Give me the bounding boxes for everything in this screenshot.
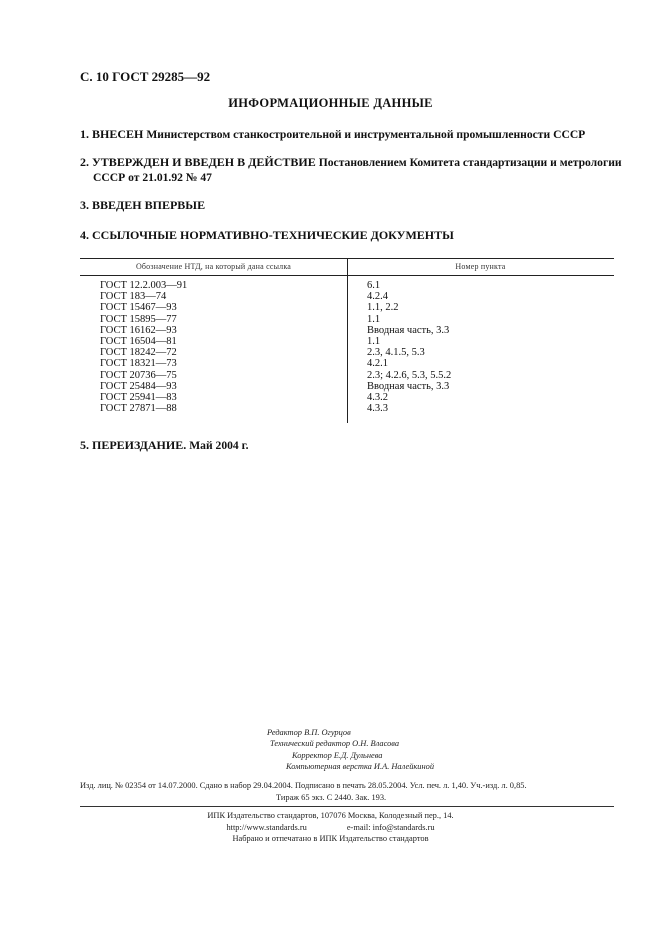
clause-number-cell: 2.3, 4.1.5, 5.3	[367, 347, 425, 359]
tech-editor-line: Технический редактор О.Н. Власова	[270, 739, 400, 749]
publisher-contacts	[0, 822, 661, 834]
corrector-line: Корректор Е.Д. Дульнева	[292, 750, 383, 760]
document-title: ИНФОРМАЦИОННЫЕ ДАННЫЕ	[228, 96, 433, 110]
ntd-designation-cell: ГОСТ 183—74	[100, 291, 167, 303]
page-header: С. 10 ГОСТ 29285—92	[80, 69, 211, 84]
clause-number-cell: 2.3; 4.2.6, 5.3, 5.5.2	[367, 369, 452, 381]
ntd-designation-cell: ГОСТ 16162—93	[100, 324, 177, 336]
publishing-line-2: Тираж 65 экз. С 2440. Зак. 193.	[276, 793, 387, 802]
publisher-address: ИПК Издательство стандартов, 107076 Москва, Колодезный пер., 14.	[207, 811, 454, 820]
table-row	[80, 325, 614, 336]
table-row	[80, 370, 614, 381]
section-5	[80, 438, 248, 453]
layout-line: Компьютерная верстка И.А. Налейкиной	[286, 761, 435, 771]
section-text: Постановлением Комитета стандартизации и метрологии	[318, 156, 622, 169]
publisher-email-link[interactable]: e-mail: info@standards.ru	[346, 822, 435, 832]
ntd-designation-cell: ГОСТ 27871—88	[100, 403, 177, 415]
section-text: Май 2004 г.	[189, 439, 249, 452]
clause-number-cell: 1.1	[367, 335, 381, 347]
table-row	[80, 336, 614, 347]
section-number: 2.	[80, 155, 89, 169]
publishing-info	[80, 780, 527, 804]
table-row	[80, 302, 614, 313]
table-row	[80, 381, 614, 392]
table-row	[80, 291, 614, 302]
table-header-clause: Номер пункта	[455, 262, 506, 271]
section-3	[80, 198, 205, 212]
section-text-continued: СССР от 21.01.92 № 47	[93, 171, 212, 184]
clause-number-cell: 1.1	[367, 313, 381, 325]
section-label: УТВЕРЖДЕН И ВВЕДЕН В ДЕЙСТВИЕ	[92, 155, 316, 169]
clause-number-cell: 4.3.2	[367, 391, 388, 403]
editors-block	[0, 727, 661, 772]
ntd-designation-cell: ГОСТ 18321—73	[100, 358, 177, 370]
section-number: 4.	[80, 228, 89, 242]
table-row	[80, 403, 614, 414]
table-row	[80, 347, 614, 358]
section-label: ССЫЛОЧНЫЕ НОРМАТИВНО-ТЕХНИЧЕСКИЕ ДОКУМЕНТЫ	[92, 228, 454, 242]
section-2	[80, 155, 622, 185]
ntd-designation-cell: ГОСТ 25484—93	[100, 380, 177, 392]
publisher-footer	[0, 810, 661, 845]
section-number: 5.	[80, 438, 89, 452]
table-row	[80, 392, 614, 403]
clause-number-cell: 6.1	[367, 280, 381, 291]
footer-divider	[80, 806, 614, 807]
section-number: 1.	[80, 127, 89, 141]
clause-number-cell: Вводная часть, 3.3	[367, 324, 450, 336]
clause-number-cell: 1.1, 2.2	[367, 302, 399, 314]
section-label: ВНЕСЕН	[92, 127, 144, 141]
printed-by: Набрано и отпечатано в ИПК Издательство стандартов	[232, 834, 429, 844]
ntd-designation-cell: ГОСТ 18242—72	[100, 347, 177, 359]
publishing-line-1: Изд. лиц. № 02354 от 14.07.2000. Сдано в набор 29.04.2004. Подписано в печать 28.05.2004. Усл. печ. л. 1,40. Уч.-изд. л. 0,85.	[80, 781, 527, 790]
table-body	[80, 280, 614, 414]
section-4	[80, 228, 454, 242]
table-row	[80, 358, 614, 369]
ntd-designation-cell: ГОСТ 25941—83	[100, 391, 177, 403]
table-row	[80, 314, 614, 325]
ntd-designation-cell: ГОСТ 20736—75	[100, 369, 177, 381]
clause-number-cell: 4.2.1	[367, 358, 388, 370]
ntd-designation-cell: ГОСТ 15467—93	[100, 302, 177, 314]
table-header-document: Обозначение НТД, на который дана ссылка	[135, 262, 292, 271]
section-1	[80, 127, 585, 142]
section-text: Министерством станкостроительной и инструментальной промышленности СССР	[146, 128, 586, 141]
clause-number-cell: 4.3.3	[367, 403, 388, 415]
section-number: 3.	[80, 198, 89, 212]
publisher-website-link[interactable]: http://www.standards.ru	[226, 822, 307, 832]
section-label: ПЕРЕИЗДАНИЕ.	[92, 438, 187, 452]
clause-number-cell: Вводная часть, 3.3	[367, 380, 450, 392]
ntd-designation-cell: ГОСТ 12.2.003—91	[100, 280, 188, 291]
ntd-designation-cell: ГОСТ 16504—81	[100, 335, 177, 347]
reference-documents-table	[80, 258, 614, 423]
section-label: ВВЕДЕН ВПЕРВЫЕ	[92, 198, 206, 212]
table-row	[80, 280, 614, 291]
clause-number-cell: 4.2.4	[367, 291, 388, 303]
editor-line: Редактор В.П. Огурцов	[267, 728, 351, 737]
ntd-designation-cell: ГОСТ 15895—77	[100, 313, 177, 325]
